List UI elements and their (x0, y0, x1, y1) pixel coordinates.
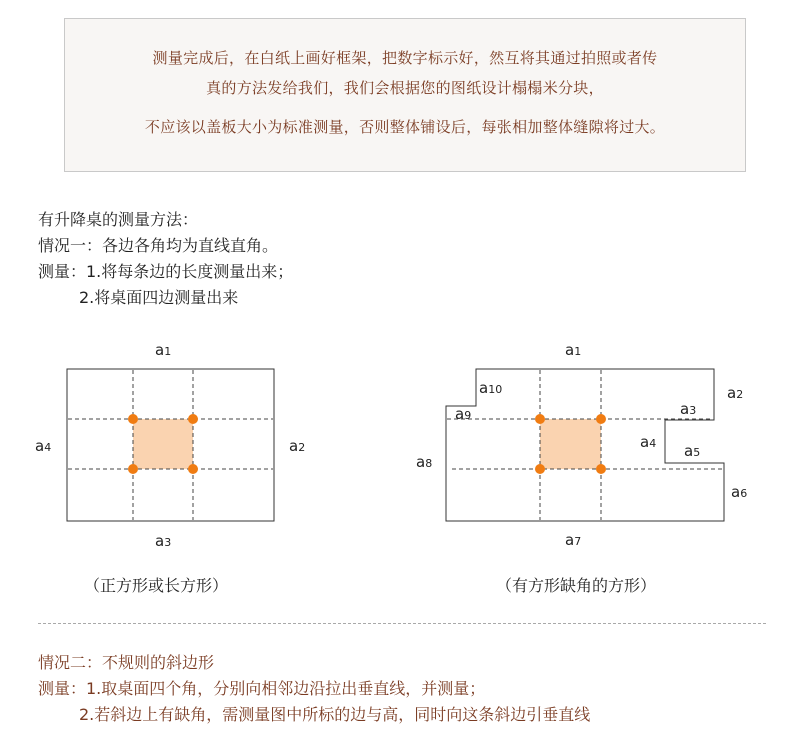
label-a3: a3 (680, 400, 697, 418)
section-1-text (38, 207, 293, 311)
table-top-fill (133, 419, 193, 469)
caption-rectangle: （正方形或长方形） (84, 576, 229, 595)
table-top-fill (540, 419, 601, 469)
section-2-text (38, 650, 590, 728)
notice-box (64, 18, 746, 172)
caption-notched: （有方形缺角的方形） (496, 576, 657, 595)
case-2-text: 情况二：不规则的斜边形 (38, 653, 215, 672)
section-1-heading: 有升降桌的测量方法： (38, 210, 199, 229)
notice-line-3: 不应该以盖板大小为标准测量，否则整体铺设后，每张相加整体缝隙将过大。 (144, 118, 666, 136)
label-a5: a5 (684, 442, 701, 460)
section-divider (38, 623, 766, 624)
label-a1: a1 (155, 341, 172, 359)
label-a4: a4 (640, 433, 657, 451)
diagram-rectangle (0, 335, 330, 550)
label-a8: a8 (416, 453, 433, 471)
label-a1: a1 (565, 341, 582, 359)
diagram-notched (400, 335, 790, 550)
label-a7: a7 (565, 531, 582, 549)
label-a10: a10 (479, 379, 503, 397)
measure-2-text: 2.将桌面四边测量出来 (79, 288, 239, 307)
measure-2-text: 2.若斜边上有缺角，需测量图中所标的边与高，同时向这条斜边引垂直线 (79, 705, 591, 724)
case-1-text: 情况一：各边各角均为直线直角。 (38, 236, 279, 255)
label-a6: a6 (731, 483, 748, 501)
label-a2: a2 (289, 437, 306, 455)
notice-line-1: 测量完成后，在白纸上画好框架，把数字标示好，然互将其通过拍照或者传 (152, 49, 658, 67)
label-a4: a4 (35, 437, 52, 455)
measure-1-text: 测量：1.取桌面四个角，分别向相邻边沿拉出垂直线，并测量； (38, 679, 486, 698)
label-a2: a2 (727, 384, 744, 402)
notice-line-2: 真的方法发给我们，我们会根据您的图纸设计榻榻米分块， (206, 79, 604, 97)
label-a9: a9 (455, 405, 472, 423)
label-a3: a3 (155, 532, 172, 550)
measure-1-text: 测量：1.将每条边的长度测量出来； (38, 262, 294, 281)
